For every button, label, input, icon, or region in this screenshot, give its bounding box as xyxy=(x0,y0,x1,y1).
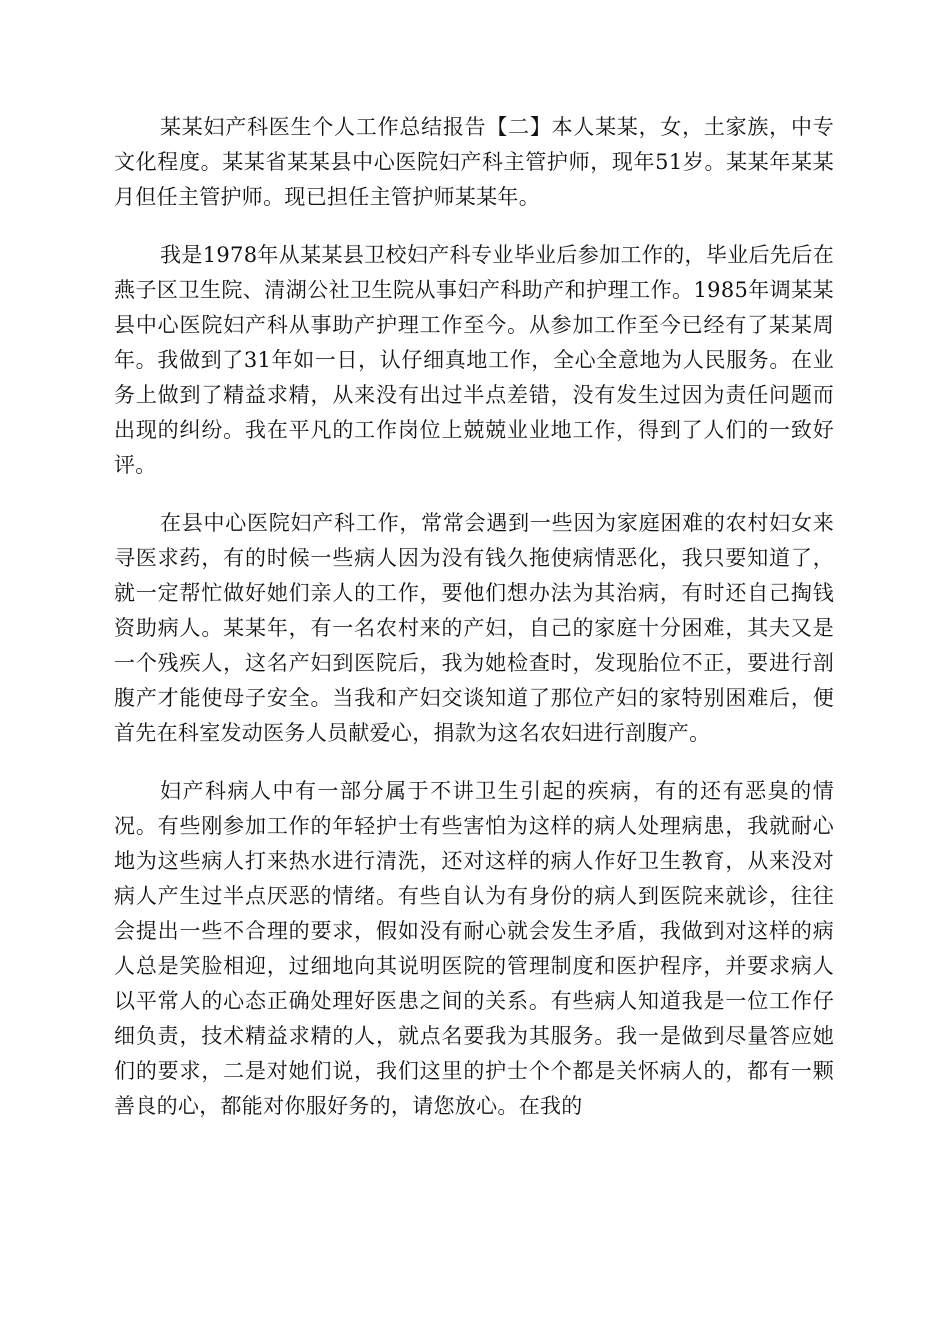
paragraph-1: 某某妇产科医生个人工作总结报告【二】本人某某，女，土家族，中专文化程度。某某省某某县中心医院妇产科主管护师，现年51岁。某某年某某月但任主管护师。现已担任主管护师某某年。 xyxy=(114,115,834,209)
paragraph-2: 我是1978年从某某县卫校妇产科专业毕业后参加工作的，毕业后先后在燕子区卫生院、清湖公社卫生院从事妇产科助产和护理工作。1985年调某某县中心医院妇产科从事助产护理工作至今。从参加工作至今已经有了某某周年。我做到了31年如一日，认仔细真地工作，全心全意地为人民服务。在业务上做到了精益求精，从来没有出过半点差错，没有发生过因为责任问题而出现的纠纷。我在平凡的工作岗位上兢兢业业地工作，得到了人们的一致好评。 xyxy=(114,243,834,477)
paragraph-3: 在县中心医院妇产科工作，常常会遇到一些因为家庭困难的农村妇女来寻医求药，有的时候一些病人因为没有钱久拖使病情恶化，我只要知道了，就一定帮忙做好她们亲人的工作，要他们想办法为其治病，有时还自己掏钱资助病人。某某年，有一名农村来的产妇，自己的家庭十分困难，其夫又是一个残疾人，这名产妇到医院后，我为她检查时，发现胎位不正，要进行剖腹产才能使母子安全。当我和产妇交谈知道了那位产妇的家特别困难后，便首先在科室发动医务人员献爱心，捐款为这名农妇进行剖腹产。 xyxy=(114,511,834,745)
paragraph-4: 妇产科病人中有一部分属于不讲卫生引起的疾病，有的还有恶臭的情况。有些刚参加工作的年轻护士有些害怕为这样的病人处理病患，我就耐心地为这些病人打来热水进行清洗，还对这样的病人作好卫生教育，从来没对病人产生过半点厌恶的情绪。有些自认为有身份的病人到医院来就诊，往往会提出一些不合理的要求，假如没有耐心就会发生矛盾，我做到对这样的病人总是笑脸相迎，过细地向其说明医院的管理制度和医护程序，并要求病人以平常人的心态正确处理好医患之间的关系。有些病人知道我是一位工作仔细负责，技术精益求精的人，就点名要我为其服务。我一是做到尽量答应她们的要求，二是对她们说，我们这里的护士个个都是关怀病人的，都有一颗善良的心，都能对你服好务的，请您放心。在我的 xyxy=(114,779,834,1118)
document-body xyxy=(114,110,834,1147)
